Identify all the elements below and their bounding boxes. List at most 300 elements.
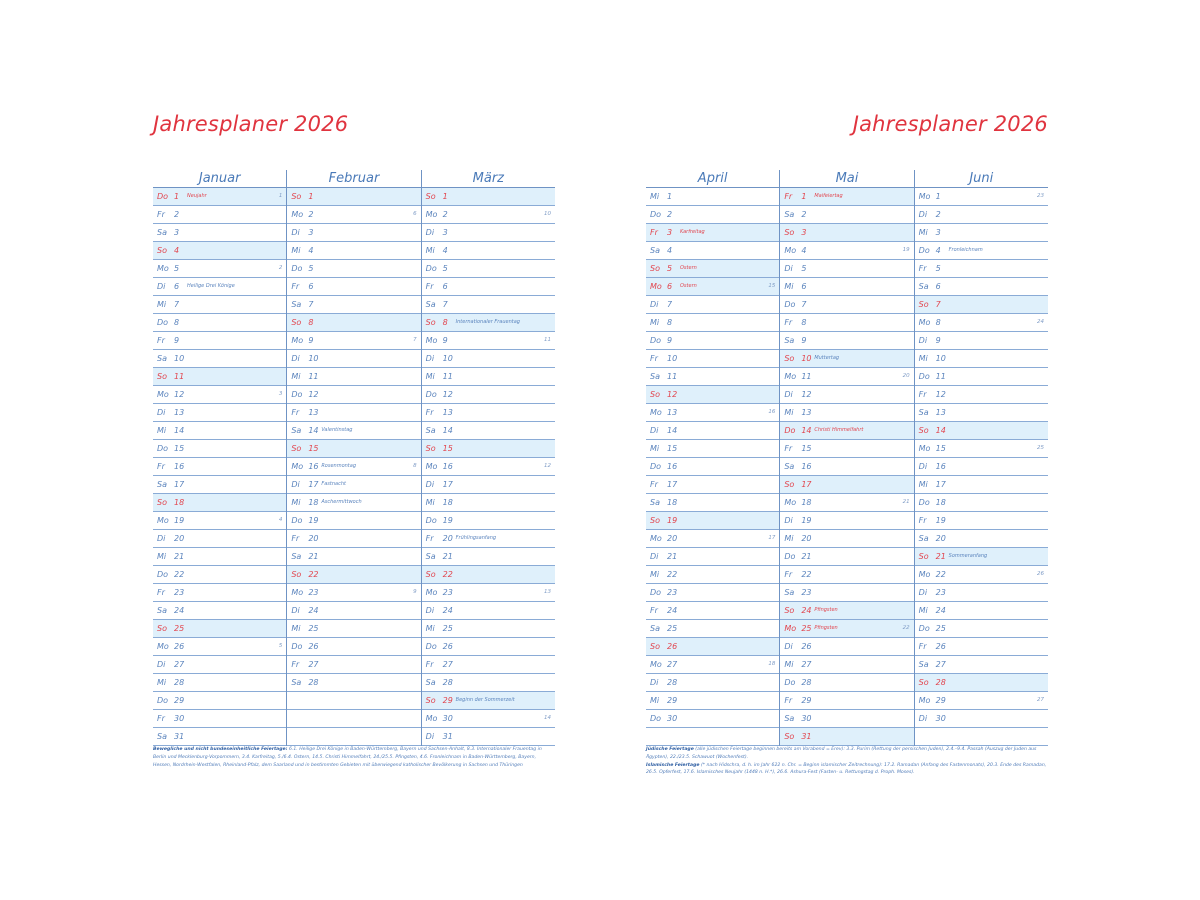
day-row bbox=[422, 260, 555, 278]
note-text: 6.1. Heilige Drei Könige in Baden-Württemberg, Bayern und Sachsen-Anhalt, 8.3. Internationaler Frauentag in Berlin und Mecklenburg-Vorpommern, 3.4. Karfreitag, 5./6.4. Ostern, 14.5. Christi Himmelfahrt, 24./25.5. Pfingsten, 4.6. Fronleichnam in Baden-Württemberg, Bayern, Hessen, Nordrhein-Westfalen, Rheinland-Pfalz, dem Saarland und in bestimmten Gebieten mit überwiegend katholischer Bevölkerung in Sachsen und Thüringen bbox=[153, 747, 542, 768]
weekday-label: Mo bbox=[784, 498, 797, 507]
day-number: 2 bbox=[174, 210, 180, 219]
day-number: 28 bbox=[442, 678, 453, 687]
day-number: 23 bbox=[935, 588, 946, 597]
weekday-label: So bbox=[291, 192, 302, 201]
day-number: 19 bbox=[308, 516, 319, 525]
day-row bbox=[287, 206, 420, 224]
weekday-label: So bbox=[157, 246, 167, 255]
day-row bbox=[287, 242, 420, 260]
week-number: 3 bbox=[278, 391, 283, 397]
calendar-grid bbox=[153, 170, 555, 746]
weekday-label: So bbox=[918, 552, 929, 561]
day-row bbox=[646, 332, 779, 350]
day-number: 5 bbox=[174, 264, 180, 273]
weekday-label: So bbox=[291, 318, 302, 327]
day-number: 18 bbox=[442, 498, 453, 507]
day-number: 5 bbox=[801, 264, 807, 273]
event-label: Beginn der Sommerzeit bbox=[455, 697, 515, 703]
event-label: Pfingsten bbox=[814, 625, 838, 631]
weekday-label: Do bbox=[157, 192, 169, 201]
day-row bbox=[153, 368, 286, 386]
weekday-label: Sa bbox=[784, 714, 795, 723]
weekday-label: Do bbox=[650, 588, 662, 597]
day-row bbox=[422, 692, 555, 710]
day-number: 13 bbox=[308, 408, 319, 417]
weekday-label: Mi bbox=[291, 246, 301, 255]
day-number: 2 bbox=[935, 210, 941, 219]
day-number: 31 bbox=[174, 732, 185, 741]
day-row bbox=[287, 386, 420, 404]
weekday-label: Mo bbox=[291, 210, 304, 219]
day-row bbox=[153, 512, 286, 530]
day-row bbox=[915, 242, 1048, 260]
day-number: 2 bbox=[308, 210, 314, 219]
day-number: 26 bbox=[935, 642, 946, 651]
week-number: 26 bbox=[1036, 571, 1044, 577]
day-number: 25 bbox=[308, 624, 319, 633]
day-row bbox=[646, 458, 779, 476]
day-row bbox=[780, 188, 913, 206]
weekday-label: So bbox=[784, 354, 795, 363]
weekday-label: Sa bbox=[425, 678, 436, 687]
day-number: 2 bbox=[667, 210, 673, 219]
week-number: 21 bbox=[902, 499, 910, 505]
day-number: 9 bbox=[174, 336, 180, 345]
day-row bbox=[915, 638, 1048, 656]
weekday-label: Di bbox=[425, 480, 435, 489]
day-number: 18 bbox=[667, 498, 678, 507]
weekday-label: Fr bbox=[918, 642, 927, 651]
day-number: 9 bbox=[308, 336, 314, 345]
day-row bbox=[153, 566, 286, 584]
weekday-label: So bbox=[425, 570, 436, 579]
week-number: 15 bbox=[768, 283, 776, 289]
weekday-label: Fr bbox=[918, 516, 927, 525]
day-row bbox=[780, 548, 913, 566]
weekday-label: Mo bbox=[918, 318, 931, 327]
day-row bbox=[422, 728, 555, 746]
day-number: 24 bbox=[308, 606, 319, 615]
weekday-label: Fr bbox=[784, 570, 793, 579]
day-number: 15 bbox=[174, 444, 185, 453]
day-number: 26 bbox=[308, 642, 319, 651]
day-number: 6 bbox=[667, 282, 673, 291]
day-number: 18 bbox=[935, 498, 946, 507]
weekday-label: Mo bbox=[918, 570, 931, 579]
week-number: 10 bbox=[543, 211, 551, 217]
day-row bbox=[915, 674, 1048, 692]
day-row bbox=[646, 620, 779, 638]
day-number: 22 bbox=[442, 570, 453, 579]
day-row bbox=[287, 404, 420, 422]
day-row bbox=[646, 188, 779, 206]
weekday-label: Fr bbox=[784, 318, 793, 327]
day-number: 20 bbox=[801, 534, 812, 543]
event-label: Karfreitag bbox=[680, 229, 705, 235]
event-label: Maifeiertag bbox=[814, 193, 843, 199]
month-column bbox=[779, 170, 913, 746]
day-number: 7 bbox=[308, 300, 314, 309]
day-number: 14 bbox=[801, 426, 812, 435]
day-number: 3 bbox=[174, 228, 180, 237]
month-header: März bbox=[422, 170, 555, 188]
day-row bbox=[287, 350, 420, 368]
week-number: 4 bbox=[278, 517, 283, 523]
day-row bbox=[153, 710, 286, 728]
weekday-label: Di bbox=[784, 390, 793, 399]
event-label: Fastnacht bbox=[321, 481, 346, 487]
day-number: 10 bbox=[667, 354, 678, 363]
day-row bbox=[422, 674, 555, 692]
day-number: 20 bbox=[174, 534, 185, 543]
weekday-label: Mo bbox=[918, 696, 931, 705]
day-row bbox=[780, 566, 913, 584]
day-number: 9 bbox=[667, 336, 673, 345]
day-row bbox=[153, 674, 286, 692]
weekday-label: Sa bbox=[650, 372, 660, 381]
day-row bbox=[915, 404, 1048, 422]
weekday-label: Fr bbox=[291, 408, 300, 417]
day-number: 23 bbox=[801, 588, 812, 597]
weekday-label: Mo bbox=[425, 588, 438, 597]
weekday-label: Mo bbox=[918, 192, 931, 201]
month-header: Januar bbox=[153, 170, 286, 188]
weekday-label: Fr bbox=[291, 660, 300, 669]
day-row bbox=[646, 692, 779, 710]
day-number: 4 bbox=[801, 246, 807, 255]
day-row bbox=[646, 422, 779, 440]
day-row bbox=[422, 512, 555, 530]
day-number: 30 bbox=[442, 714, 453, 723]
day-row bbox=[780, 620, 913, 638]
weekday-label: So bbox=[157, 372, 167, 381]
month-header: Mai bbox=[780, 170, 913, 188]
day-row bbox=[646, 206, 779, 224]
day-number: 24 bbox=[801, 606, 812, 615]
weekday-label: So bbox=[157, 624, 167, 633]
day-row bbox=[422, 548, 555, 566]
day-row bbox=[153, 296, 286, 314]
weekday-label: Fr bbox=[157, 714, 165, 723]
day-row bbox=[287, 494, 420, 512]
day-row bbox=[915, 260, 1048, 278]
weekday-label: Fr bbox=[425, 408, 434, 417]
day-number: 16 bbox=[667, 462, 678, 471]
weekday-label: Do bbox=[918, 624, 930, 633]
day-number: 19 bbox=[442, 516, 453, 525]
week-number: 23 bbox=[1036, 193, 1044, 199]
weekday-label: Mi bbox=[650, 696, 660, 705]
day-row bbox=[153, 386, 286, 404]
weekday-label: Sa bbox=[157, 354, 167, 363]
note-text: (alle jüdischen Feiertage beginnen bereits am Vorabend = Erev): 3.3. Purim (Rettung der persischen Juden), 2.4.–9.4. Passah (Auszug der Juden aus Ägypten), 22./23.5. Schawuot (Wochenfest). bbox=[646, 747, 1037, 760]
day-row bbox=[646, 494, 779, 512]
day-row bbox=[915, 332, 1048, 350]
weekday-label: Fr bbox=[291, 282, 300, 291]
weekday-label: Mo bbox=[650, 282, 662, 291]
weekday-label: Do bbox=[650, 210, 662, 219]
day-row bbox=[915, 566, 1048, 584]
week-number: 25 bbox=[1036, 445, 1044, 451]
weekday-label: Di bbox=[918, 588, 928, 597]
month-column bbox=[286, 170, 420, 746]
weekday-label: Di bbox=[650, 552, 659, 561]
week-number: 12 bbox=[543, 463, 551, 469]
day-number: 28 bbox=[801, 678, 812, 687]
week-number: 13 bbox=[543, 589, 551, 595]
event-label: Fronleichnam bbox=[948, 247, 983, 253]
day-row bbox=[287, 422, 420, 440]
event-label: Aschermittwoch bbox=[321, 499, 362, 505]
day-row bbox=[153, 602, 286, 620]
weekday-label: Mi bbox=[784, 660, 794, 669]
day-number: 4 bbox=[174, 246, 180, 255]
weekday-label: Sa bbox=[425, 552, 436, 561]
day-row bbox=[422, 188, 555, 206]
weekday-label: Mi bbox=[291, 498, 301, 507]
weekday-label: So bbox=[650, 516, 660, 525]
weekday-label: Fr bbox=[650, 480, 658, 489]
day-row bbox=[915, 602, 1048, 620]
day-row bbox=[287, 188, 420, 206]
day-number: 21 bbox=[308, 552, 319, 561]
empty-day-row bbox=[287, 692, 420, 710]
day-number: 17 bbox=[667, 480, 678, 489]
day-row bbox=[422, 206, 555, 224]
day-number: 15 bbox=[935, 444, 946, 453]
day-number: 15 bbox=[442, 444, 453, 453]
day-row bbox=[422, 224, 555, 242]
week-number: 11 bbox=[543, 337, 551, 343]
day-number: 21 bbox=[801, 552, 812, 561]
weekday-label: Mi bbox=[425, 246, 435, 255]
day-number: 29 bbox=[667, 696, 678, 705]
weekday-label: Di bbox=[918, 462, 928, 471]
weekday-label: Mi bbox=[918, 480, 928, 489]
day-number: 7 bbox=[174, 300, 180, 309]
month-header: April bbox=[646, 170, 779, 188]
weekday-label: Di bbox=[650, 678, 659, 687]
weekday-label: Mi bbox=[650, 318, 660, 327]
day-number: 26 bbox=[442, 642, 453, 651]
day-row bbox=[915, 692, 1048, 710]
day-row bbox=[422, 566, 555, 584]
weekday-label: Do bbox=[291, 390, 303, 399]
weekday-label: Di bbox=[157, 534, 166, 543]
day-row bbox=[287, 566, 420, 584]
weekday-label: Do bbox=[784, 300, 796, 309]
day-row bbox=[646, 638, 779, 656]
day-row bbox=[646, 512, 779, 530]
day-number: 15 bbox=[308, 444, 319, 453]
weekday-label: Di bbox=[425, 606, 435, 615]
weekday-label: Do bbox=[291, 264, 303, 273]
day-row bbox=[780, 602, 913, 620]
week-number: 22 bbox=[902, 625, 910, 631]
day-row bbox=[646, 404, 779, 422]
day-number: 20 bbox=[308, 534, 319, 543]
weekday-label: Sa bbox=[425, 300, 436, 309]
day-row bbox=[153, 476, 286, 494]
weekday-label: Sa bbox=[157, 606, 167, 615]
day-number: 1 bbox=[935, 192, 941, 201]
weekday-label: Mi bbox=[425, 624, 435, 633]
day-row bbox=[646, 602, 779, 620]
weekday-label: Mi bbox=[784, 282, 794, 291]
weekday-label: Fr bbox=[650, 228, 658, 237]
day-row bbox=[780, 386, 913, 404]
day-number: 17 bbox=[308, 480, 319, 489]
day-number: 13 bbox=[667, 408, 678, 417]
weekday-label: Mi bbox=[157, 426, 167, 435]
day-row bbox=[646, 674, 779, 692]
note-paragraph bbox=[646, 762, 1048, 778]
day-number: 7 bbox=[935, 300, 941, 309]
month-header: Juni bbox=[915, 170, 1048, 188]
day-number: 15 bbox=[801, 444, 812, 453]
empty-day-row bbox=[287, 728, 420, 746]
day-number: 20 bbox=[442, 534, 453, 543]
weekday-label: So bbox=[918, 678, 929, 687]
day-row bbox=[422, 350, 555, 368]
weekday-label: Fr bbox=[425, 534, 434, 543]
day-number: 12 bbox=[174, 390, 185, 399]
day-row bbox=[287, 314, 420, 332]
day-number: 5 bbox=[442, 264, 448, 273]
day-number: 14 bbox=[667, 426, 678, 435]
week-number: 19 bbox=[902, 247, 910, 253]
day-row bbox=[915, 548, 1048, 566]
day-row bbox=[422, 494, 555, 512]
day-row bbox=[153, 224, 286, 242]
day-row bbox=[780, 242, 913, 260]
holiday-notes bbox=[153, 746, 555, 769]
note-heading: Bewegliche und nicht bundeseinheitliche Feiertage: bbox=[153, 747, 288, 752]
weekday-label: Fr bbox=[425, 282, 434, 291]
weekday-label: Fr bbox=[157, 336, 165, 345]
day-row bbox=[287, 656, 420, 674]
weekday-label: Mi bbox=[918, 606, 928, 615]
day-row bbox=[287, 602, 420, 620]
weekday-label: Mo bbox=[425, 714, 438, 723]
day-number: 8 bbox=[935, 318, 941, 327]
weekday-label: Mo bbox=[784, 372, 797, 381]
day-number: 27 bbox=[935, 660, 946, 669]
calendar-grid bbox=[646, 170, 1048, 746]
day-number: 30 bbox=[667, 714, 678, 723]
note-paragraph bbox=[153, 746, 555, 769]
day-row bbox=[153, 440, 286, 458]
day-row bbox=[153, 422, 286, 440]
day-number: 22 bbox=[174, 570, 185, 579]
weekday-label: Di bbox=[784, 516, 793, 525]
empty-day-row bbox=[287, 710, 420, 728]
day-row bbox=[780, 458, 913, 476]
day-row bbox=[646, 242, 779, 260]
month-column bbox=[153, 170, 286, 746]
weekday-label: Sa bbox=[784, 588, 795, 597]
week-number: 6 bbox=[413, 211, 417, 217]
day-number: 1 bbox=[174, 192, 180, 201]
weekday-label: Di bbox=[918, 336, 928, 345]
weekday-label: Fr bbox=[784, 192, 793, 201]
day-row bbox=[915, 584, 1048, 602]
day-number: 4 bbox=[935, 246, 941, 255]
day-number: 21 bbox=[935, 552, 946, 561]
day-row bbox=[646, 260, 779, 278]
day-number: 22 bbox=[801, 570, 812, 579]
day-row bbox=[153, 188, 286, 206]
day-number: 8 bbox=[174, 318, 180, 327]
day-number: 4 bbox=[442, 246, 448, 255]
day-row bbox=[780, 260, 913, 278]
week-number: 5 bbox=[278, 643, 283, 649]
weekday-label: Fr bbox=[918, 390, 927, 399]
day-number: 26 bbox=[667, 642, 678, 651]
day-number: 28 bbox=[308, 678, 319, 687]
event-label: Internationaler Frauentag bbox=[455, 319, 520, 325]
day-row bbox=[422, 476, 555, 494]
empty-day-row bbox=[915, 728, 1048, 746]
weekday-label: Sa bbox=[918, 282, 929, 291]
day-row bbox=[287, 368, 420, 386]
day-number: 30 bbox=[174, 714, 185, 723]
day-number: 5 bbox=[308, 264, 314, 273]
day-row bbox=[287, 224, 420, 242]
day-row bbox=[287, 512, 420, 530]
event-label: Muttertag bbox=[814, 355, 840, 361]
day-number: 26 bbox=[801, 642, 812, 651]
weekday-label: Do bbox=[157, 444, 169, 453]
day-number: 14 bbox=[442, 426, 453, 435]
weekday-label: Sa bbox=[784, 462, 795, 471]
weekday-label: Di bbox=[425, 732, 435, 741]
day-number: 3 bbox=[667, 228, 673, 237]
week-number: 14 bbox=[543, 715, 551, 721]
day-number: 1 bbox=[308, 192, 314, 201]
weekday-label: Do bbox=[650, 462, 662, 471]
day-number: 30 bbox=[935, 714, 946, 723]
day-row bbox=[153, 350, 286, 368]
day-number: 4 bbox=[308, 246, 314, 255]
weekday-label: Di bbox=[918, 714, 928, 723]
day-row bbox=[780, 710, 913, 728]
weekday-label: Fr bbox=[784, 444, 793, 453]
weekday-label: So bbox=[425, 444, 436, 453]
weekday-label: So bbox=[784, 480, 795, 489]
day-number: 24 bbox=[667, 606, 678, 615]
day-number: 16 bbox=[442, 462, 453, 471]
day-row bbox=[153, 458, 286, 476]
day-row bbox=[422, 656, 555, 674]
note-heading: Islamische Feiertage bbox=[646, 762, 700, 768]
weekday-label: Do bbox=[291, 642, 303, 651]
day-row bbox=[422, 440, 555, 458]
day-number: 12 bbox=[442, 390, 453, 399]
day-number: 3 bbox=[935, 228, 941, 237]
day-row bbox=[780, 674, 913, 692]
holiday-notes bbox=[646, 746, 1048, 777]
weekday-label: Mi bbox=[650, 570, 660, 579]
day-row bbox=[780, 440, 913, 458]
day-number: 13 bbox=[801, 408, 812, 417]
note-paragraph bbox=[646, 746, 1048, 762]
day-row bbox=[646, 368, 779, 386]
day-row bbox=[780, 512, 913, 530]
weekday-label: Sa bbox=[650, 498, 660, 507]
day-number: 17 bbox=[442, 480, 453, 489]
